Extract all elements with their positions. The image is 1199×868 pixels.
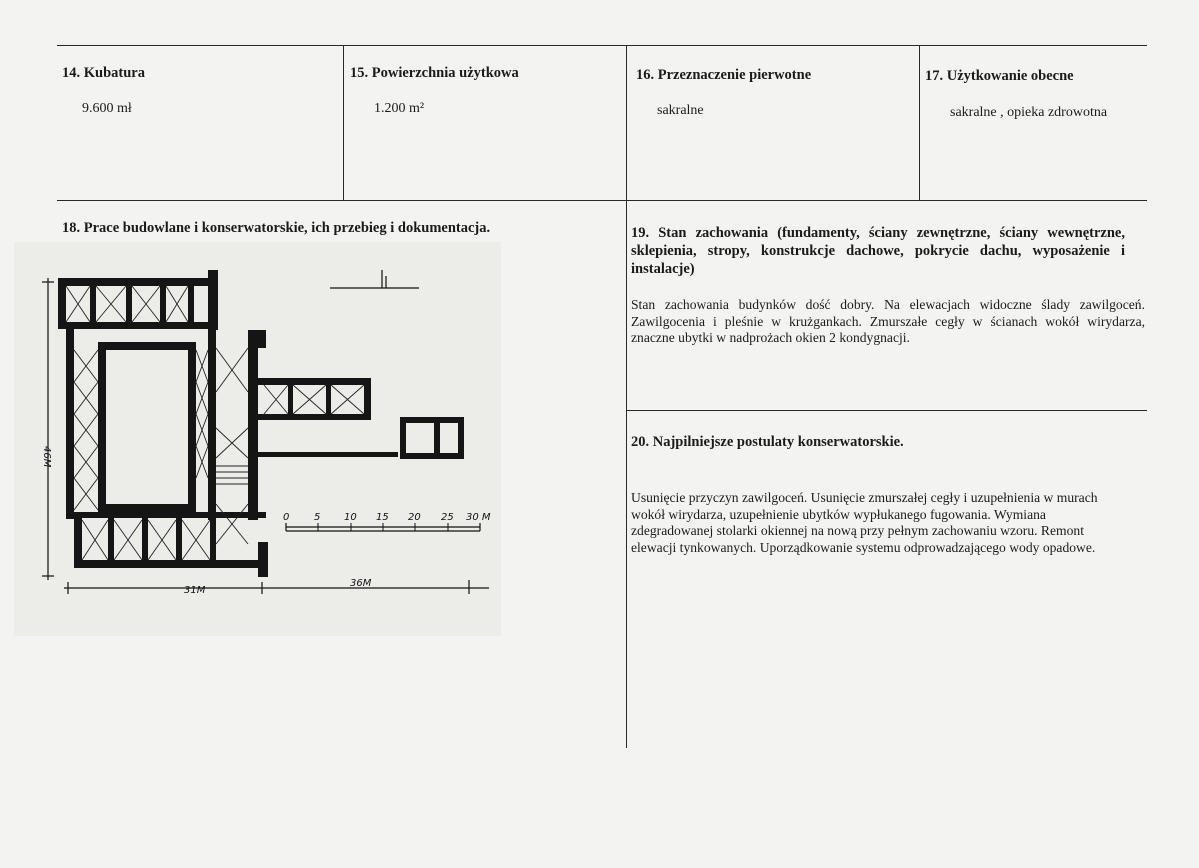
field-19-text: Stan zachowania budynków dość dobry. Na elewacjach widoczne ślady zawilgoceń. Zawilgocenia i pleśnie w krużgankach. Zmurszałe cegły w ścianach wokół wirydarza, znaczne ubytki w nadprożach okien 2 kondygnacji. bbox=[631, 297, 1145, 345]
scale-tick-label: 25 bbox=[441, 512, 454, 523]
scale-tick-label: 0 bbox=[283, 512, 290, 523]
top-rule bbox=[57, 45, 1147, 46]
col-divider-3 bbox=[919, 45, 920, 200]
scale-tick-label: 20 bbox=[408, 512, 421, 523]
field-16-title: 16. Przeznaczenie pierwotne bbox=[636, 67, 812, 83]
field-17-title: 17. Użytkowanie obecne bbox=[925, 68, 1074, 84]
row-divider-rule bbox=[57, 200, 1147, 201]
scale-tick-label: 15 bbox=[376, 512, 389, 523]
field-20-title: 20. Najpilniejsze postulaty konserwatorskie. bbox=[631, 434, 904, 450]
field-17-value: sakralne , opieka zdrowotna bbox=[950, 105, 1108, 120]
plan-dim-width-right: 36M bbox=[350, 578, 372, 589]
scale-tick-label: 5 bbox=[314, 512, 321, 523]
col-divider-2 bbox=[626, 45, 627, 748]
field-15-title: 15. Powierzchnia użytkowa bbox=[350, 65, 519, 81]
section-19-20-divider bbox=[626, 410, 1147, 411]
col-divider-1 bbox=[343, 45, 344, 200]
plan-dim-width-left: 31M bbox=[184, 585, 206, 596]
field-18-title: 18. Prace budowlane i konserwatorskie, ich przebieg i dokumentacja. bbox=[62, 220, 491, 236]
field-16-value: sakralne bbox=[657, 103, 704, 118]
field-20-text: Usunięcie przyczyn zawilgoceń. Usunięcie zmurszałej cegły i uzupełnienia w murach wokół wirydarza, uzupełnienie ubytków wypłukanego fugowania. Wymiana zdegradowanej stolarki okiennej na nową przy pełnym zachowaniu wzoru. Remont elewacji tynkowanych. Uporządkowanie systemu odprowadzającego wody opadowe. bbox=[631, 490, 1098, 555]
field-19-title: 19. Stan zachowania (fundamenty, ściany zewnętrzne, ściany wewnętrzne, sklepienia, stropy, konstrukcje dachowe, pokrycie dachu, wyposażenie i instalacje) bbox=[631, 225, 1125, 277]
floor-plan-drawing bbox=[14, 242, 501, 636]
scale-tick-label: 30 M bbox=[466, 512, 491, 523]
field-15-value: 1.200 m² bbox=[374, 101, 425, 116]
field-14-title: 14. Kubatura bbox=[62, 65, 145, 81]
field-14-value: 9.600 mł bbox=[82, 101, 132, 116]
floor-plan-image bbox=[14, 242, 501, 636]
scale-tick-label: 10 bbox=[344, 512, 357, 523]
plan-dim-height: 46M bbox=[41, 446, 52, 468]
